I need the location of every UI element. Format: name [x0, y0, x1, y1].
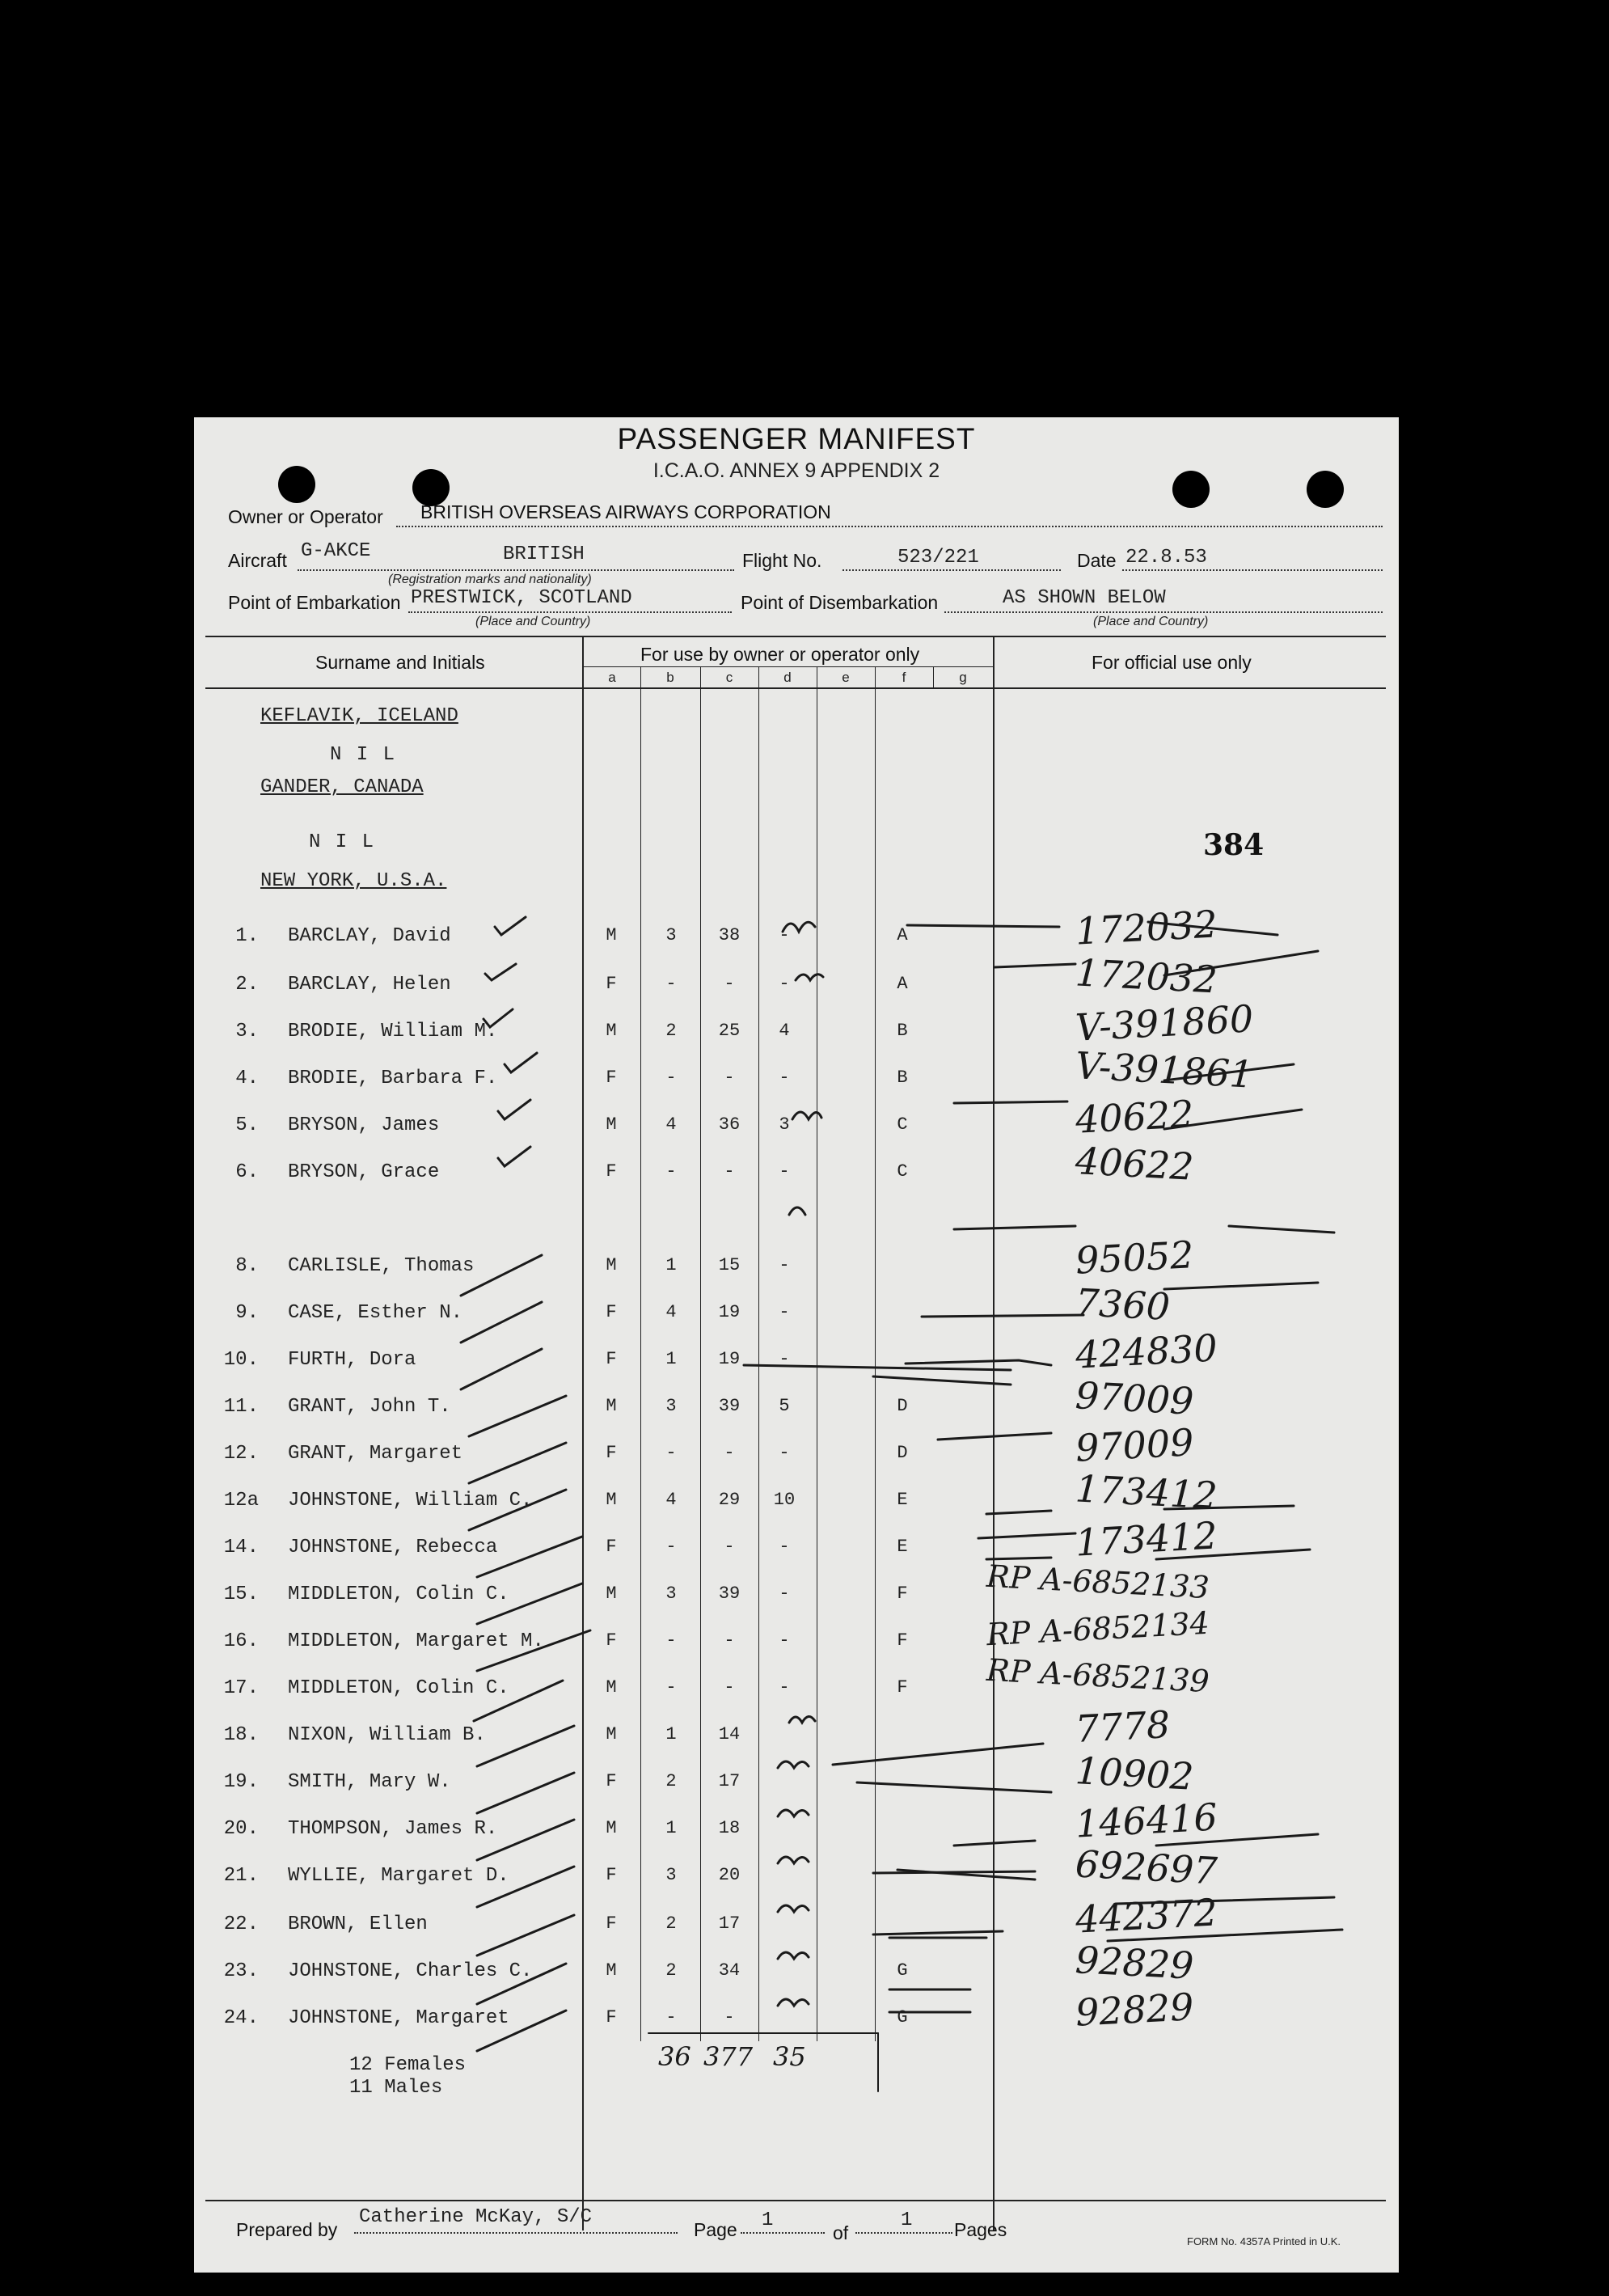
official-number: V-391861	[1074, 1043, 1255, 1097]
passenger-sex: M	[606, 1677, 617, 1698]
passenger-col-c: -	[724, 1443, 735, 1463]
official-number: 92829	[1074, 1985, 1195, 2035]
official-number: 7778	[1074, 1702, 1172, 1752]
passenger-sex: F	[606, 1771, 617, 1791]
passenger-col-b: -	[665, 1537, 677, 1557]
passenger-number: 2.	[235, 974, 259, 996]
passenger-col-d: -	[779, 1068, 790, 1088]
passenger-col-d: -	[779, 1255, 790, 1275]
passenger-number: 14.	[223, 1537, 259, 1558]
passenger-col-c: 39	[718, 1584, 741, 1604]
passenger-name: BRODIE, William M.	[288, 1021, 498, 1042]
official-use-header: For official use only	[1092, 652, 1252, 673]
passenger-name: JOHNSTONE, Margaret	[288, 2007, 509, 2029]
passenger-sex: F	[606, 1537, 617, 1557]
official-number: 173412	[1074, 1466, 1218, 1518]
passenger-name: FURTH, Dora	[288, 1349, 416, 1371]
sub-column-f: f	[902, 670, 906, 685]
passenger-col-b: 4	[665, 1114, 677, 1135]
passenger-col-b: -	[665, 974, 677, 994]
passenger-name: JOHNSTONE, Charles C.	[288, 1960, 533, 1982]
passenger-col-d: -	[779, 1537, 790, 1557]
passenger-col-d: -	[779, 1630, 790, 1651]
passenger-col-b: 1	[665, 1349, 677, 1369]
passenger-col-b: 3	[665, 925, 677, 945]
aircraft-label: Aircraft	[228, 550, 287, 571]
passenger-name: WYLLIE, Margaret D.	[288, 1865, 509, 1887]
passenger-col-b: 3	[665, 1396, 677, 1416]
passenger-col-d: -	[779, 1349, 790, 1369]
passenger-col-d: 10	[773, 1490, 796, 1510]
page-stamp: 384	[1203, 828, 1265, 862]
passenger-name: BROWN, Ellen	[288, 1913, 428, 1935]
sub-column-c: c	[725, 670, 733, 685]
passenger-number: 12.	[223, 1443, 259, 1465]
passenger-number: 4.	[235, 1068, 259, 1089]
passenger-name: BRODIE, Barbara F.	[288, 1068, 498, 1089]
passenger-col-d: 5	[779, 1396, 790, 1416]
passenger-col-b: 2	[665, 1960, 677, 1981]
passenger-number: 9.	[235, 1302, 259, 1324]
passenger-col-c: 18	[718, 1818, 741, 1838]
passenger-col-b: -	[665, 1677, 677, 1698]
form-title: PASSENGER MANIFEST	[617, 422, 976, 455]
passenger-col-c: 15	[718, 1255, 741, 1275]
passenger-name: JOHNSTONE, William C.	[288, 1490, 533, 1512]
passenger-sex: F	[606, 1913, 617, 1934]
passenger-name: MIDDLETON, Colin C.	[288, 1584, 509, 1605]
passenger-name: BARCLAY, Helen	[288, 974, 451, 996]
passenger-sex: F	[606, 1302, 617, 1322]
passenger-col-d: -	[779, 1161, 790, 1182]
passenger-number: 1.	[235, 925, 259, 947]
passenger-col-b: -	[665, 1443, 677, 1463]
disembarkation-note: (Place and Country)	[1093, 615, 1209, 628]
passenger-col-c: -	[724, 2007, 735, 2027]
form-subtitle: I.C.A.O. ANNEX 9 APPENDIX 2	[652, 459, 940, 482]
passenger-name: BRYSON, James	[288, 1114, 440, 1136]
passenger-col-c: 38	[718, 925, 741, 945]
official-number: 40622	[1074, 1092, 1195, 1142]
passenger-number: 17.	[223, 1677, 259, 1699]
passenger-sex: F	[606, 974, 617, 994]
passenger-col-f: C	[897, 1161, 908, 1182]
official-number: V-391860	[1074, 996, 1255, 1050]
passenger-col-f: G	[897, 2007, 908, 2027]
passenger-col-d: -	[779, 1584, 790, 1604]
official-number: 173412	[1074, 1513, 1218, 1565]
sub-column-g: g	[959, 670, 967, 685]
passenger-col-f: F	[897, 1584, 908, 1604]
sub-column-b: b	[666, 670, 674, 685]
passenger-col-b: 4	[665, 1302, 677, 1322]
sub-column-e: e	[842, 670, 850, 685]
stop-keflavik: KEFLAVIK, ICELAND	[260, 705, 458, 727]
stop-gander: GANDER, CANADA	[260, 776, 424, 798]
passenger-sex: M	[606, 1584, 617, 1604]
passenger-sex: M	[606, 1021, 617, 1041]
stop-keflavik-note: N I L	[330, 744, 397, 766]
passenger-sex: M	[606, 1396, 617, 1416]
passenger-col-b: 4	[665, 1490, 677, 1510]
aircraft-registration: G-AKCE	[301, 540, 371, 562]
passenger-col-c: 20	[718, 1865, 741, 1885]
official-number: 10902	[1074, 1748, 1195, 1799]
passenger-name: BARCLAY, David	[288, 925, 451, 947]
official-number: 97009	[1074, 1373, 1195, 1423]
sub-column-a: a	[608, 670, 616, 685]
passenger-name: NIXON, William B.	[288, 1724, 486, 1746]
passenger-col-f: G	[897, 1960, 908, 1981]
owner-value: BRITISH OVERSEAS AIRWAYS CORPORATION	[420, 501, 831, 522]
owner-use-header: For use by owner or operator only	[640, 644, 920, 665]
passenger-col-b: 2	[665, 1771, 677, 1791]
passenger-col-b: 1	[665, 1255, 677, 1275]
page-value: 1	[762, 2209, 774, 2231]
aircraft-note: (Registration marks and nationality)	[388, 573, 592, 586]
passenger-sex: F	[606, 1349, 617, 1369]
passenger-col-f: A	[897, 925, 908, 945]
passenger-col-f: B	[897, 1021, 908, 1041]
passenger-col-b: -	[665, 2007, 677, 2027]
flight-label: Flight No.	[742, 550, 822, 571]
total-males: 11 Males	[349, 2077, 443, 2099]
owner-label: Owner or Operator	[228, 506, 383, 527]
official-number: 95052	[1074, 1233, 1195, 1283]
embarkation-note: (Place and Country)	[475, 615, 591, 628]
passenger-number: 10.	[223, 1349, 259, 1371]
passenger-col-d: -	[779, 1677, 790, 1698]
passenger-col-b: 2	[665, 1913, 677, 1934]
official-number: RP A-6852134	[986, 1605, 1210, 1653]
passenger-number: 24.	[223, 2007, 259, 2029]
manifest-page	[194, 417, 1399, 2273]
passenger-col-b: 3	[665, 1865, 677, 1885]
passenger-col-d: 3	[779, 1114, 790, 1135]
passenger-col-b: 1	[665, 1724, 677, 1744]
passenger-col-b: 1	[665, 1818, 677, 1838]
passenger-col-c: 19	[718, 1302, 741, 1322]
passenger-number: 12a	[223, 1490, 259, 1512]
passenger-sex: M	[606, 1255, 617, 1275]
passenger-col-c: -	[724, 1068, 735, 1088]
surname-header: Surname and Initials	[315, 652, 485, 673]
passenger-name: MIDDLETON, Colin C.	[288, 1677, 509, 1699]
official-number: 146416	[1074, 1795, 1218, 1846]
prepared-by-value: Catherine McKay, S/C	[359, 2206, 593, 2228]
passenger-number: 23.	[223, 1960, 259, 1982]
passenger-sex: M	[606, 1114, 617, 1135]
passenger-col-b: 3	[665, 1584, 677, 1604]
passenger-sex: F	[606, 1443, 617, 1463]
official-number: RP A-6852133	[986, 1558, 1210, 1606]
sub-column-d: d	[783, 670, 792, 685]
passenger-col-c: 14	[718, 1724, 741, 1744]
passenger-name: JOHNSTONE, Rebecca	[288, 1537, 498, 1558]
passenger-col-c: -	[724, 1161, 735, 1182]
passenger-col-b: -	[665, 1630, 677, 1651]
passenger-number: 5.	[235, 1114, 259, 1136]
passenger-sex: M	[606, 1960, 617, 1981]
passenger-col-f: D	[897, 1396, 908, 1416]
disembarkation-label: Point of Disembarkation	[741, 592, 939, 613]
passenger-number: 20.	[223, 1818, 259, 1840]
passenger-sex: M	[606, 1490, 617, 1510]
total-b: 36	[658, 2041, 691, 2072]
passenger-sex: M	[606, 925, 617, 945]
form-number: FORM No. 4357A Printed in U.K.	[1187, 2235, 1341, 2247]
passenger-col-f: A	[897, 974, 908, 994]
passenger-col-c: 17	[718, 1913, 741, 1934]
official-number: 442372	[1074, 1890, 1218, 1942]
passenger-col-c: 36	[718, 1114, 741, 1135]
passenger-sex: F	[606, 1068, 617, 1088]
passenger-number: 15.	[223, 1584, 259, 1605]
total-d: 35	[773, 2041, 806, 2072]
date-value: 22.8.53	[1125, 547, 1207, 569]
passenger-number: 22.	[223, 1913, 259, 1935]
stop-new-york: NEW YORK, U.S.A.	[260, 870, 447, 892]
passenger-col-f: D	[897, 1443, 908, 1463]
embarkation-label: Point of Embarkation	[228, 592, 401, 613]
passenger-col-b: -	[665, 1068, 677, 1088]
official-number: RP A-6852139	[986, 1651, 1210, 1700]
handwritten-marks	[194, 417, 1399, 2273]
passenger-col-d: -	[779, 974, 790, 994]
passenger-sex: M	[606, 1818, 617, 1838]
official-number: 40622	[1074, 1139, 1195, 1189]
passenger-col-d: -	[779, 925, 790, 945]
passenger-col-f: E	[897, 1490, 908, 1510]
official-number: 172032	[1074, 902, 1218, 953]
passenger-col-c: 29	[718, 1490, 741, 1510]
official-number: 97009	[1074, 1420, 1195, 1470]
passenger-col-c: -	[724, 1630, 735, 1651]
aircraft-nationality: BRITISH	[503, 543, 585, 565]
passenger-sex: F	[606, 1161, 617, 1182]
passenger-col-d: -	[779, 1302, 790, 1322]
passenger-col-f: B	[897, 1068, 908, 1088]
passenger-name: CASE, Esther N.	[288, 1302, 463, 1324]
passenger-name: GRANT, Margaret	[288, 1443, 463, 1465]
passenger-sex: M	[606, 1724, 617, 1744]
embarkation-value: PRESTWICK, SCOTLAND	[411, 587, 632, 609]
official-number: 7360	[1074, 1279, 1172, 1330]
prepared-by-label: Prepared by	[236, 2219, 338, 2240]
page-label: Page	[694, 2219, 737, 2240]
passenger-name: THOMPSON, James R.	[288, 1818, 498, 1840]
official-number: 172032	[1074, 950, 1218, 1002]
passenger-sex: F	[606, 2007, 617, 2027]
passenger-name: GRANT, John T.	[288, 1396, 451, 1418]
official-number: 92829	[1074, 1938, 1195, 1988]
passenger-number: 3.	[235, 1021, 259, 1042]
passenger-col-f: F	[897, 1677, 908, 1698]
official-number: 692697	[1074, 1841, 1218, 1893]
disembarkation-value: AS SHOWN BELOW	[1003, 587, 1166, 609]
passenger-col-d: 4	[779, 1021, 790, 1041]
passenger-col-c: -	[724, 974, 735, 994]
passenger-number: 16.	[223, 1630, 259, 1652]
official-number: 424830	[1074, 1326, 1218, 1377]
passenger-col-c: 19	[718, 1349, 741, 1369]
passenger-name: MIDDLETON, Margaret M.	[288, 1630, 544, 1652]
passenger-col-c: 25	[718, 1021, 741, 1041]
passenger-col-f: E	[897, 1537, 908, 1557]
passenger-number: 11.	[223, 1396, 259, 1418]
passenger-number: 19.	[223, 1771, 259, 1793]
passenger-number: 21.	[223, 1865, 259, 1887]
passenger-number: 18.	[223, 1724, 259, 1746]
passenger-sex: F	[606, 1865, 617, 1885]
date-label: Date	[1077, 550, 1117, 571]
total-females: 12 Females	[349, 2054, 467, 2076]
passenger-col-c: 34	[718, 1960, 741, 1981]
of-label: of	[833, 2222, 849, 2243]
passenger-col-f: F	[897, 1630, 908, 1651]
pages-label: Pages	[954, 2219, 1007, 2240]
passenger-name: BRYSON, Grace	[288, 1161, 440, 1183]
passenger-col-c: -	[724, 1677, 735, 1698]
passenger-col-b: 2	[665, 1021, 677, 1041]
passenger-col-c: 39	[718, 1396, 741, 1416]
passenger-col-f: C	[897, 1114, 908, 1135]
pages-value: 1	[901, 2209, 913, 2231]
passenger-sex: F	[606, 1630, 617, 1651]
passenger-name: SMITH, Mary W.	[288, 1771, 451, 1793]
passenger-number: 8.	[235, 1255, 259, 1277]
passenger-col-d: -	[779, 1443, 790, 1463]
passenger-col-c: -	[724, 1537, 735, 1557]
passenger-col-b: -	[665, 1161, 677, 1182]
passenger-name: CARLISLE, Thomas	[288, 1255, 475, 1277]
total-c: 377	[703, 2041, 754, 2072]
passenger-col-c: 17	[718, 1771, 741, 1791]
stop-gander-note: N I L	[309, 831, 376, 853]
passenger-number: 6.	[235, 1161, 259, 1183]
flight-number: 523/221	[897, 547, 979, 569]
